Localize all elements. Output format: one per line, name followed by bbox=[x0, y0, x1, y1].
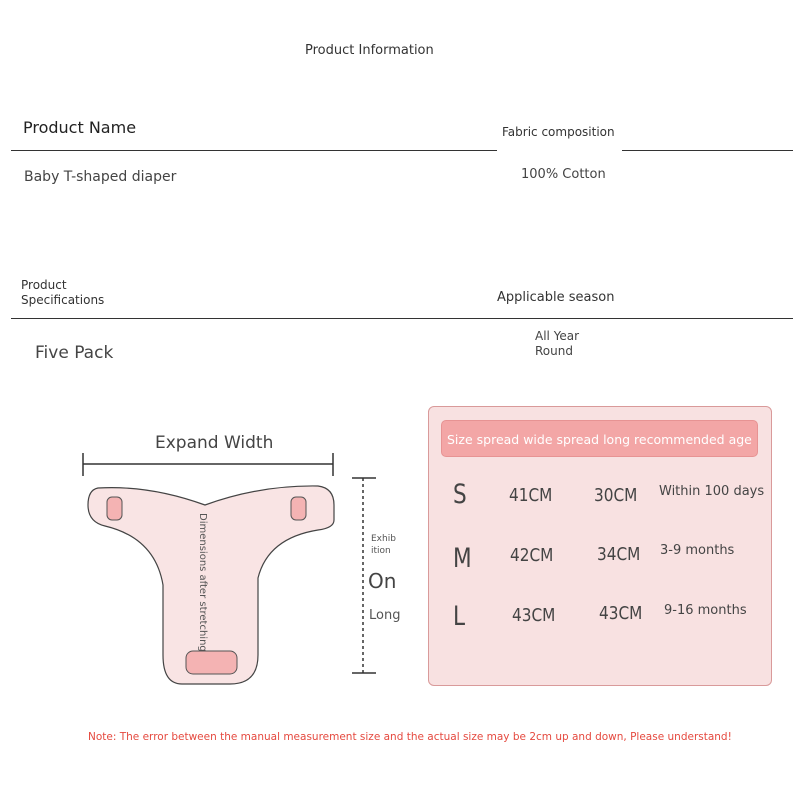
size-letter: S bbox=[453, 479, 467, 510]
fabric-composition-value: 100% Cotton bbox=[521, 167, 606, 182]
fabric-composition-label: Fabric composition bbox=[502, 125, 615, 139]
wide-value: 42CM bbox=[510, 545, 554, 566]
applicable-season-label: Applicable season bbox=[497, 290, 615, 305]
size-row bbox=[429, 541, 771, 581]
left-tab-icon bbox=[107, 497, 122, 520]
long-value: 43CM bbox=[599, 603, 643, 624]
size-row bbox=[429, 479, 771, 519]
product-name-value: Baby T-shaped diaper bbox=[24, 169, 177, 185]
size-table-panel bbox=[428, 406, 772, 686]
long-value: 34CM bbox=[597, 544, 641, 565]
measurement-note: Note: The error between the manual measurement size and the actual size may be 2cm up and down, Please understand! bbox=[88, 731, 732, 743]
age-value: 9-16 months bbox=[664, 603, 747, 618]
age-value: Within 100 days bbox=[659, 484, 765, 499]
right-tab-icon bbox=[291, 497, 306, 520]
product-specifications-label: Product Specifications bbox=[21, 278, 105, 307]
on-label: On bbox=[368, 569, 397, 593]
expand-width-label: Expand Width bbox=[155, 433, 274, 453]
width-dimension-line bbox=[83, 453, 333, 476]
size-row bbox=[429, 599, 771, 639]
wide-value: 43CM bbox=[512, 605, 556, 626]
front-tab-icon bbox=[186, 651, 237, 674]
size-letter: M bbox=[453, 543, 472, 574]
size-table-header: Size spread wide spread long recommended age bbox=[441, 420, 758, 457]
page-title: Product Information bbox=[305, 43, 434, 58]
long-label: Long bbox=[369, 608, 401, 623]
size-letter: L bbox=[453, 601, 466, 632]
applicable-season-value: All Year Round bbox=[535, 329, 580, 358]
dimensions-after-stretching-text: Dimensions after stretching bbox=[197, 513, 208, 652]
wide-value: 41CM bbox=[509, 485, 553, 506]
long-value: 30CM bbox=[594, 485, 638, 506]
age-value: 3-9 months bbox=[660, 543, 735, 558]
product-specifications-value: Five Pack bbox=[35, 343, 114, 363]
product-name-label: Product Name bbox=[23, 118, 137, 137]
exhibition-label: Exhib ition bbox=[371, 534, 396, 556]
